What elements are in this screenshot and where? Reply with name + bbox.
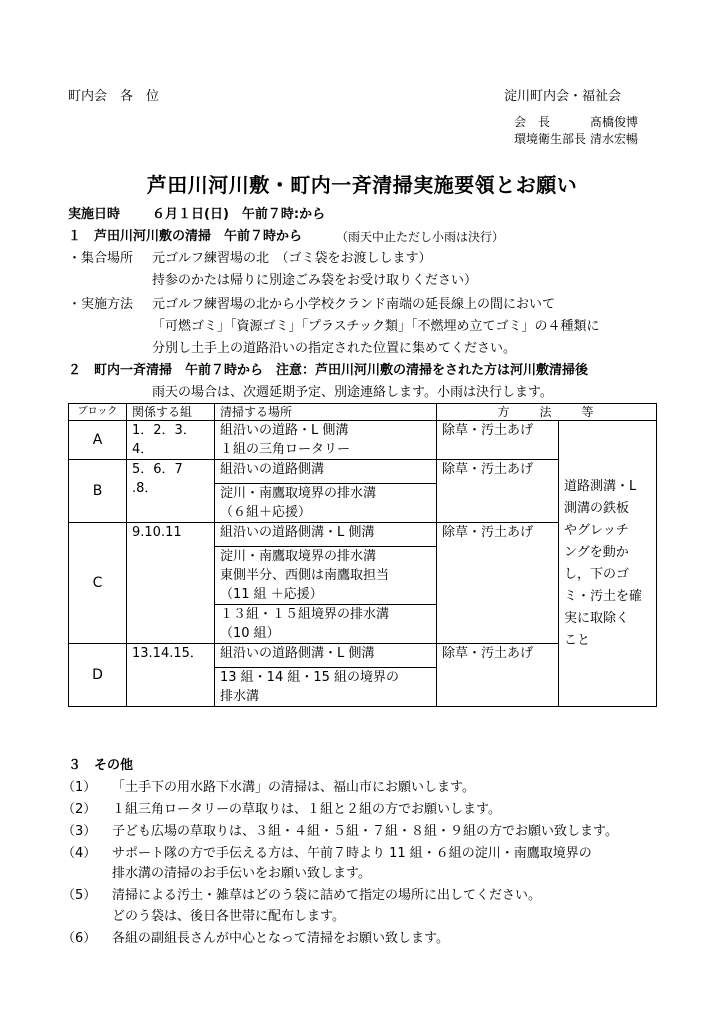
method-cell: 除草・汚土あげ bbox=[437, 644, 559, 707]
block-label: C bbox=[69, 523, 127, 644]
item-number: （4） bbox=[62, 846, 97, 861]
header-block: ブロック bbox=[69, 404, 127, 421]
place-line: 淀川・南鷹取境界の排水溝 bbox=[220, 549, 377, 564]
note-line: 実に取除く bbox=[564, 610, 630, 626]
place-cell: 組沿いの道路側溝 bbox=[215, 460, 437, 484]
place-cell bbox=[215, 484, 437, 523]
place-line: １組の三角ロータリー bbox=[220, 442, 351, 457]
item-number: （1） bbox=[62, 780, 97, 795]
place-cell: 組沿いの道路側溝・L 側溝 bbox=[215, 523, 437, 547]
place-cell bbox=[215, 421, 437, 460]
item-line: 「土手下の用水路下水溝」の清掃は、福山市にお願いします。 bbox=[112, 780, 475, 795]
block-label: B bbox=[69, 460, 127, 523]
place-line: 13 組・14 組・15 組の境界の bbox=[220, 670, 400, 685]
place-line: 東側半分、西側は南鷹取担当 bbox=[220, 568, 390, 583]
group-cell: 9.10.11 bbox=[127, 523, 215, 644]
item-line: 各組の副組長さんが中心となって清掃をお願い致します。 bbox=[112, 931, 449, 946]
item-line: どのう袋は、後日各世帯に配布します。 bbox=[112, 909, 345, 924]
place-line: 組沿いの道路・L 側溝 bbox=[220, 423, 349, 438]
schedule-value: ６月１日(日) 午前７時:から bbox=[152, 207, 326, 222]
note-line: し，下のゴ bbox=[564, 566, 630, 582]
meeting-line: 持参のかたは帰りに別途ごみ袋をお受け取りください） bbox=[152, 273, 478, 288]
signatory-role: 会 長 bbox=[514, 115, 551, 129]
addressee: 町内会 各 位 bbox=[68, 89, 160, 104]
header-places: 清掃する場所 bbox=[215, 404, 437, 421]
item-line: 清掃による汚土・雑草はどのう袋に詰めて指定の場所に出してください。 bbox=[112, 888, 542, 903]
note-line: 道路測溝・L bbox=[564, 478, 637, 494]
signatory-name: 清水宏暢 bbox=[590, 132, 639, 146]
block-label: A bbox=[69, 421, 127, 460]
method-line: 分別し土手上の道路沿いの指定された位置に集めてください。 bbox=[152, 341, 517, 356]
method-cell: 除草・汚土あげ bbox=[437, 460, 559, 523]
meeting-label: ・集合場所 bbox=[68, 251, 134, 266]
note-line: こと bbox=[564, 632, 591, 648]
section2-heading: ２ 町内一斉清掃 午前７時から 注意：芦田川河川敷の清掃をされた方は河川敷清掃後 bbox=[68, 363, 589, 378]
place-cell: 組沿いの道路側溝・L 側溝 bbox=[215, 644, 437, 668]
header-method: 方 法 等 bbox=[437, 404, 657, 421]
item-number: （3） bbox=[62, 824, 97, 839]
table-header-row bbox=[69, 404, 657, 421]
section3-heading: ３ その他 bbox=[68, 758, 134, 773]
method-line: 元ゴルフ練習場の北から小学校クランド南端の延長線上の間において bbox=[152, 297, 556, 312]
section1-note: （雨天中止ただし小雨は決行） bbox=[336, 230, 505, 244]
signatory-name: 髙橋俊博 bbox=[590, 115, 639, 129]
place-cell bbox=[215, 547, 437, 605]
place-line: （６組＋応援） bbox=[220, 505, 312, 520]
note-line: ングを動か bbox=[564, 544, 629, 560]
method-note-cell bbox=[559, 421, 657, 707]
section2-subline: 雨天の場合は、次週延期予定、別途連絡します。小雨は決行します。 bbox=[152, 385, 553, 400]
table-row bbox=[69, 421, 657, 460]
place-line: （10 組） bbox=[220, 626, 280, 641]
place-cell bbox=[215, 668, 437, 707]
item-number: （6） bbox=[62, 931, 97, 946]
section1-heading: １ 芦田川河川敷の清掃 午前７時から bbox=[68, 229, 303, 244]
item-number: （5） bbox=[62, 888, 97, 903]
place-line: （11 組 ＋応援） bbox=[220, 587, 323, 602]
item-line: 排水溝の清掃のお手伝いをお願い致します。 bbox=[112, 866, 371, 881]
note-line: 測溝の鉄板 bbox=[564, 500, 630, 516]
note-line: やグレッチ bbox=[564, 522, 629, 538]
place-line: 排水溝 bbox=[220, 689, 260, 704]
header-groups: 関係する組 bbox=[127, 404, 215, 421]
signatory-role: 環境衛生部長 bbox=[514, 132, 587, 146]
place-cell bbox=[215, 605, 437, 644]
item-line: サポート隊の方で手伝える方は、午前７時より 11 組・６組の淀川・南鷹取境界の bbox=[112, 846, 592, 861]
place-line: 淀川・南鷹取境界の排水溝 bbox=[220, 486, 377, 501]
item-number: （2） bbox=[62, 802, 97, 817]
method-cell: 除草・汚土あげ bbox=[437, 523, 559, 644]
place-line: １３組・１５組境界の排水溝 bbox=[220, 607, 390, 622]
cleaning-assignment-table bbox=[68, 403, 657, 707]
schedule-label: 実施日時 bbox=[68, 207, 121, 222]
note-line: ミ・汚土を確 bbox=[564, 588, 643, 604]
group-cell: 1．2．3．4． bbox=[127, 421, 215, 460]
block-label: D bbox=[69, 644, 127, 707]
meeting-line: 元ゴルフ練習場の北 （ゴミ袋をお渡しします） bbox=[152, 251, 432, 266]
method-label: ・実施方法 bbox=[68, 297, 134, 312]
document-title: 芦田川河川敷・町内一斉清掃実施要領とお願い bbox=[146, 173, 578, 197]
item-line: 子ども広場の草取りは、３組・４組・５組・７組・８組・９組の方でお願い致します。 bbox=[112, 824, 618, 839]
item-line: １組三角ロータリーの草取りは、１組と２組の方でお願いします。 bbox=[112, 802, 501, 817]
method-line: 「可燃ゴミ」「資源ゴミ」「プラスチック類」「不燃埋め立てゴミ」の４種類に bbox=[152, 319, 600, 334]
group-cell: 13.14.15． bbox=[127, 644, 215, 707]
group-cell: 5．6．7 .8． bbox=[127, 460, 215, 523]
method-cell: 除草・汚土あげ bbox=[437, 421, 559, 460]
organization-name: 淀川町内会・福祉会 bbox=[504, 89, 622, 104]
